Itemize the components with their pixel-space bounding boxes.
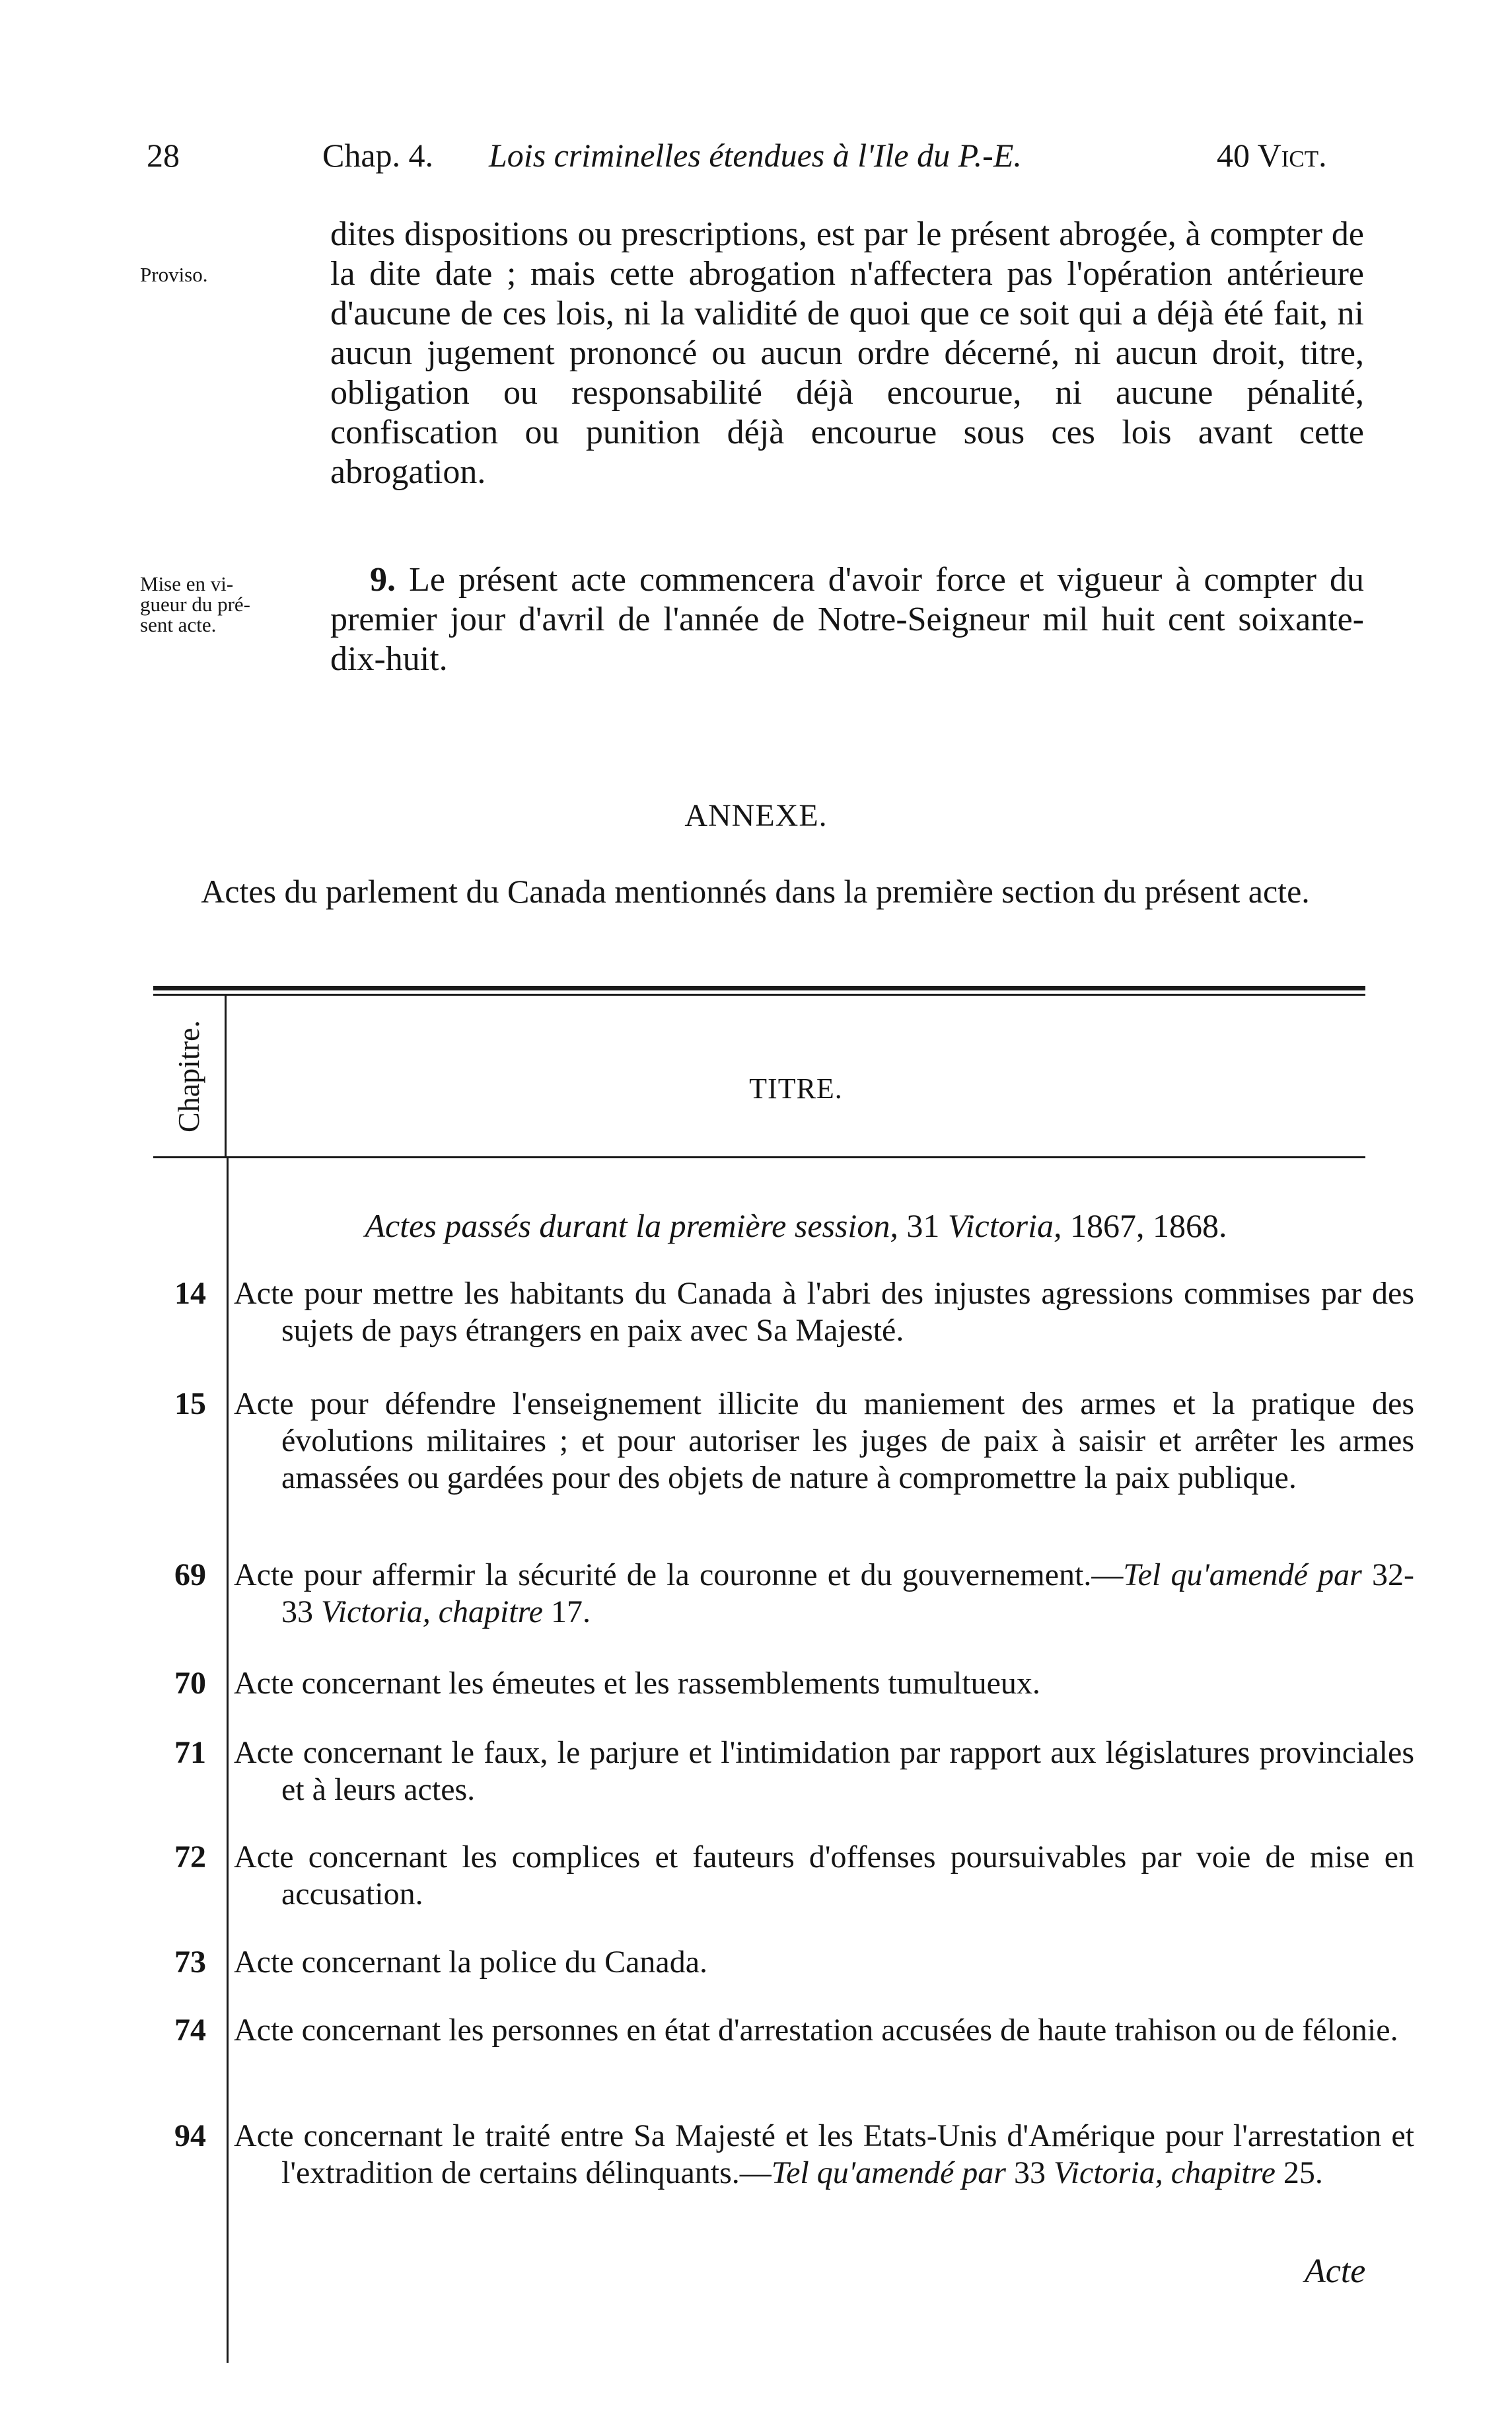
row-title: Acte concernant les complices et fauteurs d'offenses poursuivables par voie de mise en accusation. <box>234 1839 1414 1912</box>
session-heading-number: 31 <box>906 1207 940 1244</box>
row-chapter: 72 <box>174 1839 206 1875</box>
section-9-text: Le présent acte commencera d'avoir force et vigueur à compter du premier jour d'avril de l'année de Notre-Seigneur mil huit cent soixante-dix-huit. <box>330 561 1364 678</box>
column-header-titre: TITRE. <box>749 1072 843 1105</box>
catchword: Acte <box>1305 2252 1366 2290</box>
amendment-years: 32-33 <box>281 1557 1415 1629</box>
amendment-chapter: 25. <box>1275 2155 1323 2190</box>
annexe-title: ANNEXE. <box>684 798 828 833</box>
amendment-note: Tel qu'amendé par <box>771 2155 1006 2190</box>
row-title <box>234 1557 1414 1631</box>
session-heading-years: 1867, 1868. <box>1069 1207 1227 1244</box>
regnal-year: 40 Vict. <box>1217 137 1327 174</box>
table-column-divider <box>227 1158 229 2363</box>
running-title: Lois criminelles étendues à l'Ile du P.-E. <box>489 137 1022 174</box>
margin-note-proviso: Proviso. <box>140 263 208 286</box>
margin-note-mise-en-vigueur <box>140 574 332 635</box>
row-title: Acte pour défendre l'enseignement illicite du maniement des armes et la pratique des évolutions militaires ; et pour autoriser les juges de paix à saisir et arrêter les armes amassées ou gardées pour des objets de nature à compromettre la paix publique. <box>234 1386 1414 1495</box>
row-title-text: Acte pour affermir la sécurité de la couronne et du gouvernement.— <box>234 1557 1124 1592</box>
proviso-paragraph: dites dispositions ou prescriptions, est par le présent abrogée, à compter de la dite date ; mais cette abrogation n'affectera pas l'opération antérieure d'aucune de ces lois, ni la validité de quoi que ce soit qui a déjà été fait, ni aucun jugement prononcé ou aucun ordre décerné, ni aucun droit, titre, obligation ou responsabilité déjà encourue, ni aucune pénalité, confiscation ou punition déjà encourue sous ces lois avant cette abrogation. <box>330 215 1364 491</box>
page-number: 28 <box>147 137 180 174</box>
amendment-reference: Victoria, chapitre <box>1053 2155 1276 2190</box>
session-heading-italic: Actes passés durant la première session, <box>365 1207 898 1244</box>
table-top-rule <box>153 986 1365 990</box>
amendment-years: 33 <box>1005 2155 1054 2190</box>
table-top-rule-thin <box>153 994 1365 996</box>
chapter-number: Chap. 4. <box>322 137 434 174</box>
annexe-subtitle: Actes du parlement du Canada mentionnés dans la première section du présent acte. <box>201 873 1310 910</box>
amendment-reference: Victoria, chapitre <box>321 1594 543 1629</box>
row-chapter: 69 <box>174 1557 206 1592</box>
row-chapter: 71 <box>174 1735 206 1770</box>
row-title-text: Acte concernant le traité entre Sa Majesté et les Etats-Unis d'Amérique pour l'arrestation et l'extradition de certains délinquants.— <box>234 2118 1414 2190</box>
row-chapter: 70 <box>174 1666 206 1701</box>
column-header-chapitre <box>153 996 225 1156</box>
row-chapter: 14 <box>174 1276 206 1311</box>
section-9-paragraph <box>330 560 1364 679</box>
margin-note-line: gueur du pré- <box>140 593 250 616</box>
row-title: Acte concernant les personnes en état d'arrestation accusées de haute trahison ou de félonie. <box>234 2013 1398 2048</box>
row-title <box>234 2118 1414 2192</box>
row-title: Acte concernant les émeutes et les rassemblements tumultueux. <box>234 1666 1040 1701</box>
session-heading <box>227 1206 1365 1245</box>
margin-note-line: sent acte. <box>140 613 217 636</box>
row-chapter: 94 <box>174 2118 206 2153</box>
row-chapter: 15 <box>174 1386 206 1421</box>
section-number: 9. <box>370 561 396 599</box>
row-chapter: 74 <box>174 2013 206 2048</box>
row-title: Acte concernant le faux, le parjure et l'intimidation par rapport aux législatures provinciales et à leurs actes. <box>234 1735 1414 1807</box>
row-title: Acte pour mettre les habitants du Canada à l'abri des injustes agressions commises par des sujets de pays étrangers en paix avec Sa Majesté. <box>234 1276 1414 1348</box>
row-title: Acte concernant la police du Canada. <box>234 1945 707 1980</box>
column-header-chapitre-label: Chapitre. <box>172 1020 205 1132</box>
margin-note-line: Mise en vi- <box>140 572 234 595</box>
amendment-chapter: 17. <box>542 1594 591 1629</box>
amendment-note: Tel qu'amendé par <box>1123 1557 1362 1592</box>
session-heading-victoria: Victoria, <box>947 1207 1062 1244</box>
table-header-rule <box>153 1156 1365 1158</box>
row-chapter: 73 <box>174 1945 206 1980</box>
